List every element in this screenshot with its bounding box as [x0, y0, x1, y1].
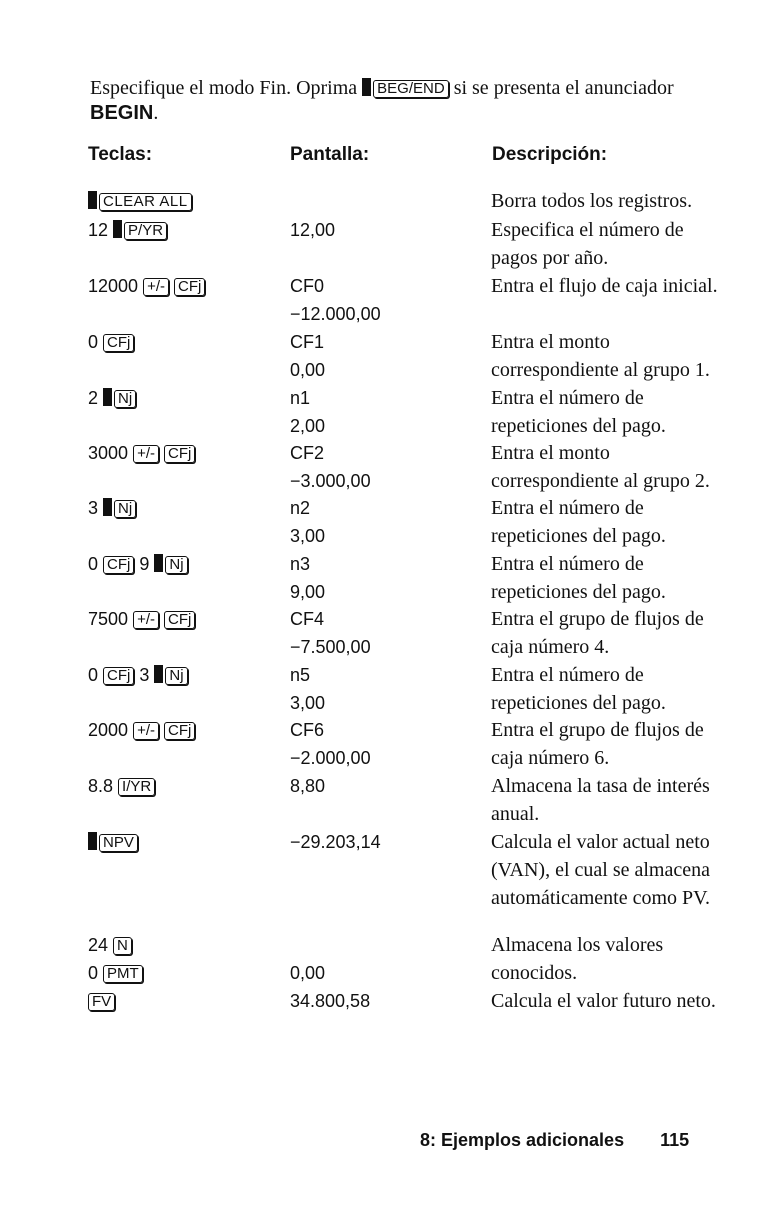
- display-line: 12,00: [290, 220, 336, 240]
- cfj-key: CFj: [103, 334, 134, 352]
- display-line: 0,00: [290, 963, 326, 983]
- keys-cell: [88, 828, 268, 856]
- change-sign-key: +/-: [143, 278, 169, 296]
- intro-text-1: Especifique el modo Fin. Oprima: [90, 77, 358, 99]
- keys-cell: [88, 716, 268, 744]
- keys-cell: [88, 494, 268, 522]
- change-sign-key: +/-: [133, 611, 159, 629]
- keys-cell: [88, 216, 268, 244]
- shift-key-icon: [362, 78, 371, 96]
- page-footer: [420, 1130, 689, 1151]
- clear-all-key: CLEAR ALL: [99, 193, 192, 211]
- display-cell: [290, 550, 470, 606]
- key-number: 12: [88, 220, 109, 240]
- display-line: 2,00: [290, 416, 326, 436]
- display-line: 3,00: [290, 693, 326, 713]
- npv-key: NPV: [99, 834, 138, 852]
- shift-key-icon: [88, 191, 97, 209]
- keys-cell: [88, 439, 268, 467]
- nj-key: Nj: [114, 500, 136, 518]
- shift-key-icon: [103, 498, 112, 516]
- nj-key: Nj: [114, 390, 136, 408]
- key-number: 0: [88, 554, 99, 574]
- key-number: 9: [139, 554, 150, 574]
- key-number: 3: [88, 498, 99, 518]
- key-number: 0: [88, 332, 99, 352]
- display-cell: [290, 216, 470, 244]
- key-number: 3000: [88, 443, 129, 463]
- page-number: 115: [660, 1130, 690, 1150]
- shift-key-icon: [88, 832, 97, 850]
- display-line: n2: [290, 498, 311, 518]
- display-line: CF1: [290, 332, 325, 352]
- description-cell: Almacena los valores conocidos.: [491, 934, 664, 984]
- display-cell: [290, 987, 470, 1015]
- display-line: 8,80: [290, 776, 326, 796]
- display-line: 34.800,58: [290, 991, 371, 1011]
- shift-key-icon: [154, 554, 163, 572]
- display-cell: [290, 605, 470, 661]
- keys-cell: [88, 328, 268, 356]
- display-line: CF4: [290, 609, 325, 629]
- display-line: n1: [290, 388, 311, 408]
- description-cell: Entra el número de repeticiones del pago.: [491, 664, 666, 714]
- keys-cell: [88, 987, 268, 1015]
- cfj-key: CFj: [164, 611, 195, 629]
- key-number: 2000: [88, 720, 129, 740]
- pmt-key: PMT: [103, 965, 143, 983]
- key-number: 0: [88, 665, 99, 685]
- key-number: 0: [88, 963, 99, 983]
- n-key: N: [113, 937, 132, 955]
- display-cell: [290, 661, 470, 717]
- display-line: [290, 931, 470, 959]
- display-line: 0,00: [290, 360, 326, 380]
- begin-annunciator: BEGIN: [90, 102, 154, 124]
- display-line: 3,00: [290, 526, 326, 546]
- p-yr-key: P/YR: [124, 222, 167, 240]
- description-cell: Calcula el valor actual neto (VAN), el cual se almacena automáticamente como PV.: [491, 831, 711, 909]
- display-cell: [290, 272, 470, 328]
- key-line: [88, 931, 268, 959]
- header-description: Descripción:: [492, 144, 608, 165]
- key-number: 12000: [88, 276, 139, 296]
- chapter-title: 8: Ejemplos adicionales: [420, 1130, 625, 1150]
- display-line: −3.000,00: [290, 471, 371, 491]
- display-line: 9,00: [290, 582, 326, 602]
- display-cell: [290, 716, 470, 772]
- beg-end-key: BEG/END: [373, 80, 449, 98]
- change-sign-key: +/-: [133, 722, 159, 740]
- cfj-key: CFj: [103, 556, 134, 574]
- description-cell: Almacena la tasa de interés anual.: [491, 775, 710, 825]
- description-cell: Entra el flujo de caja inicial.: [491, 275, 718, 297]
- keys-cell: [88, 272, 268, 300]
- display-line: CF0: [290, 276, 325, 296]
- key-number: 8.8: [88, 776, 114, 796]
- key-number: 3: [139, 665, 150, 685]
- display-line: n5: [290, 665, 311, 685]
- display-line: CF6: [290, 720, 325, 740]
- display-cell: [290, 328, 470, 384]
- keys-cell: [88, 187, 268, 215]
- i-yr-key: I/YR: [118, 778, 155, 796]
- display-line: −7.500,00: [290, 637, 371, 657]
- display-line: n3: [290, 554, 311, 574]
- keys-cell: [88, 384, 268, 412]
- key-line: [88, 959, 268, 987]
- key-number: 7500: [88, 609, 129, 629]
- keys-cell: [88, 550, 268, 578]
- display-cell: [290, 931, 470, 987]
- description-cell: Entra el número de repeticiones del pago.: [491, 387, 666, 437]
- key-number: 24: [88, 935, 109, 955]
- display-cell: [290, 828, 470, 856]
- shift-key-icon: [113, 220, 122, 238]
- change-sign-key: +/-: [133, 445, 159, 463]
- display-line: −2.000,00: [290, 748, 371, 768]
- description-cell: Borra todos los registros.: [491, 190, 693, 212]
- description-cell: Entra el número de repeticiones del pago.: [491, 497, 666, 547]
- description-cell: Calcula el valor futuro neto.: [491, 990, 716, 1012]
- shift-key-icon: [103, 388, 112, 406]
- description-cell: Entra el número de repeticiones del pago.: [491, 553, 666, 603]
- cfj-key: CFj: [103, 667, 134, 685]
- display-line: −29.203,14: [290, 832, 381, 852]
- key-number: 2: [88, 388, 99, 408]
- intro-text-2: si se presenta el anunciador: [453, 77, 674, 99]
- description-cell: Entra el grupo de flujos de caja número 6.: [491, 719, 704, 769]
- header-keys: Teclas:: [88, 144, 153, 165]
- description-cell: Entra el grupo de flujos de caja número 4.: [491, 608, 704, 658]
- keys-cell: [88, 605, 268, 633]
- cfj-key: CFj: [174, 278, 205, 296]
- display-cell: [290, 494, 470, 550]
- description-cell: Entra el monto correspondiente al grupo 2.: [491, 442, 710, 492]
- shift-key-icon: [154, 665, 163, 683]
- cfj-key: CFj: [164, 445, 195, 463]
- display-cell: [290, 772, 470, 800]
- display-cell: [290, 384, 470, 440]
- display-line: −12.000,00: [290, 304, 381, 324]
- keys-cell: [88, 772, 268, 800]
- intro-end: .: [153, 102, 159, 124]
- header-display: Pantalla:: [290, 144, 370, 165]
- cfj-key: CFj: [164, 722, 195, 740]
- display-cell: [290, 439, 470, 495]
- keys-cell: [88, 661, 268, 689]
- intro-paragraph: [90, 76, 710, 126]
- description-cell: Entra el monto correspondiente al grupo 1.: [491, 331, 710, 381]
- nj-key: Nj: [165, 667, 187, 685]
- nj-key: Nj: [165, 556, 187, 574]
- display-line: CF2: [290, 443, 325, 463]
- fv-key: FV: [88, 993, 115, 1011]
- keys-cell: [88, 931, 268, 987]
- description-cell: Especifica el número de pagos por año.: [491, 219, 684, 269]
